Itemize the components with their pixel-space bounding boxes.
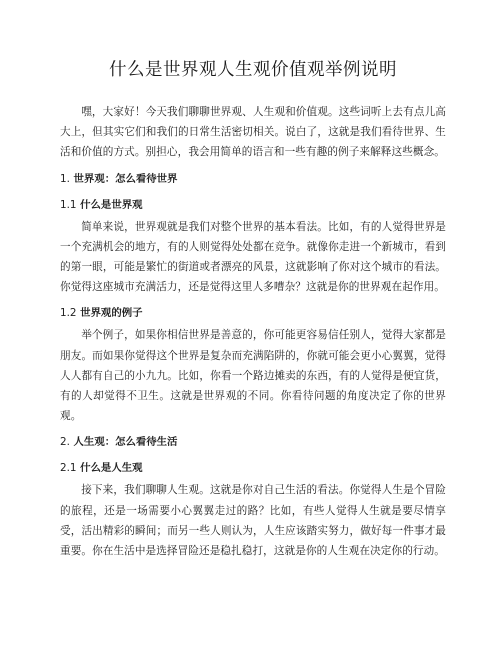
subsection-2-1-paragraph: 接下来，我们聊聊人生观。这就是你对自己生活的看法。你觉得人生是个冒险的旅程，还是一场需要小心翼翼走过的路？比如，有些人觉得人生就是要尽情享受，活出精彩的瞬间；而另一些人则认为，人生应该踏实努力，做好每一件事才最重要。你在生活中是选择冒险还是稳扎稳打，这就是你的人生观在决定你的行动。 (60, 484, 446, 558)
subsection-1-1-heading (60, 197, 446, 213)
section-1-number: 1. (60, 172, 70, 185)
subsection-1-2-paragraph: 举个例子，如果你相信世界是善意的，你可能更容易信任别人，觉得大家都是朋友。而如果你觉得这个世界是复杂而充满陷阱的，你就可能会更小心翼翼，觉得人人都有自己的小九九。比如，你看一个路边摊卖的东西，有的人觉得是便宜货，有的人却觉得不卫生。这就是世界观的不同。你看待问题的角度决定了你的世界观。 (60, 329, 446, 423)
section-2-title: 人生观：怎么看待生活 (73, 436, 178, 449)
subsection-1-2-number: 1.2 (60, 307, 77, 320)
section-1-title: 世界观：怎么看待世界 (73, 172, 178, 185)
subsection-2-1-number: 2.1 (60, 462, 77, 475)
section-2-heading (60, 434, 446, 450)
document-title: 什么是世界观人生观价值观举例说明 (109, 60, 397, 80)
subsection-2-1-heading (60, 460, 446, 476)
subsection-1-1-paragraph: 简单来说，世界观就是我们对整个世界的基本看法。比如，有的人觉得世界是一个充满机会的地方，有的人则觉得处处都在竞争。就像你走进一个新城市，看到的第一眼，可能是繁忙的街道或者漂亮的风景，这就影响了你对这个城市的看法。你觉得这座城市充满活力，还是觉得这里人多嘈杂？这就是你的世界观在起作用。 (60, 220, 446, 294)
intro-paragraph: 嘿，大家好！今天我们聊聊世界观、人生观和价值观。这些词听上去有点儿高大上，但其实它们和我们的日常生活密切相关。说白了，这就是我们看待世界、生活和价值的方式。别担心，我会用简单的语言和一些有趣的例子来解释这些概念。 (60, 106, 446, 159)
subsection-2-1-title: 什么是人生观 (80, 462, 143, 475)
section-1-heading (60, 171, 446, 187)
subsection-1-1-number: 1.1 (60, 198, 77, 211)
subsection-1-1-title: 什么是世界观 (80, 198, 143, 211)
subsection-1-2-title: 世界观的例子 (80, 307, 143, 320)
section-2-number: 2. (60, 436, 70, 449)
subsection-1-2-heading (60, 305, 446, 321)
